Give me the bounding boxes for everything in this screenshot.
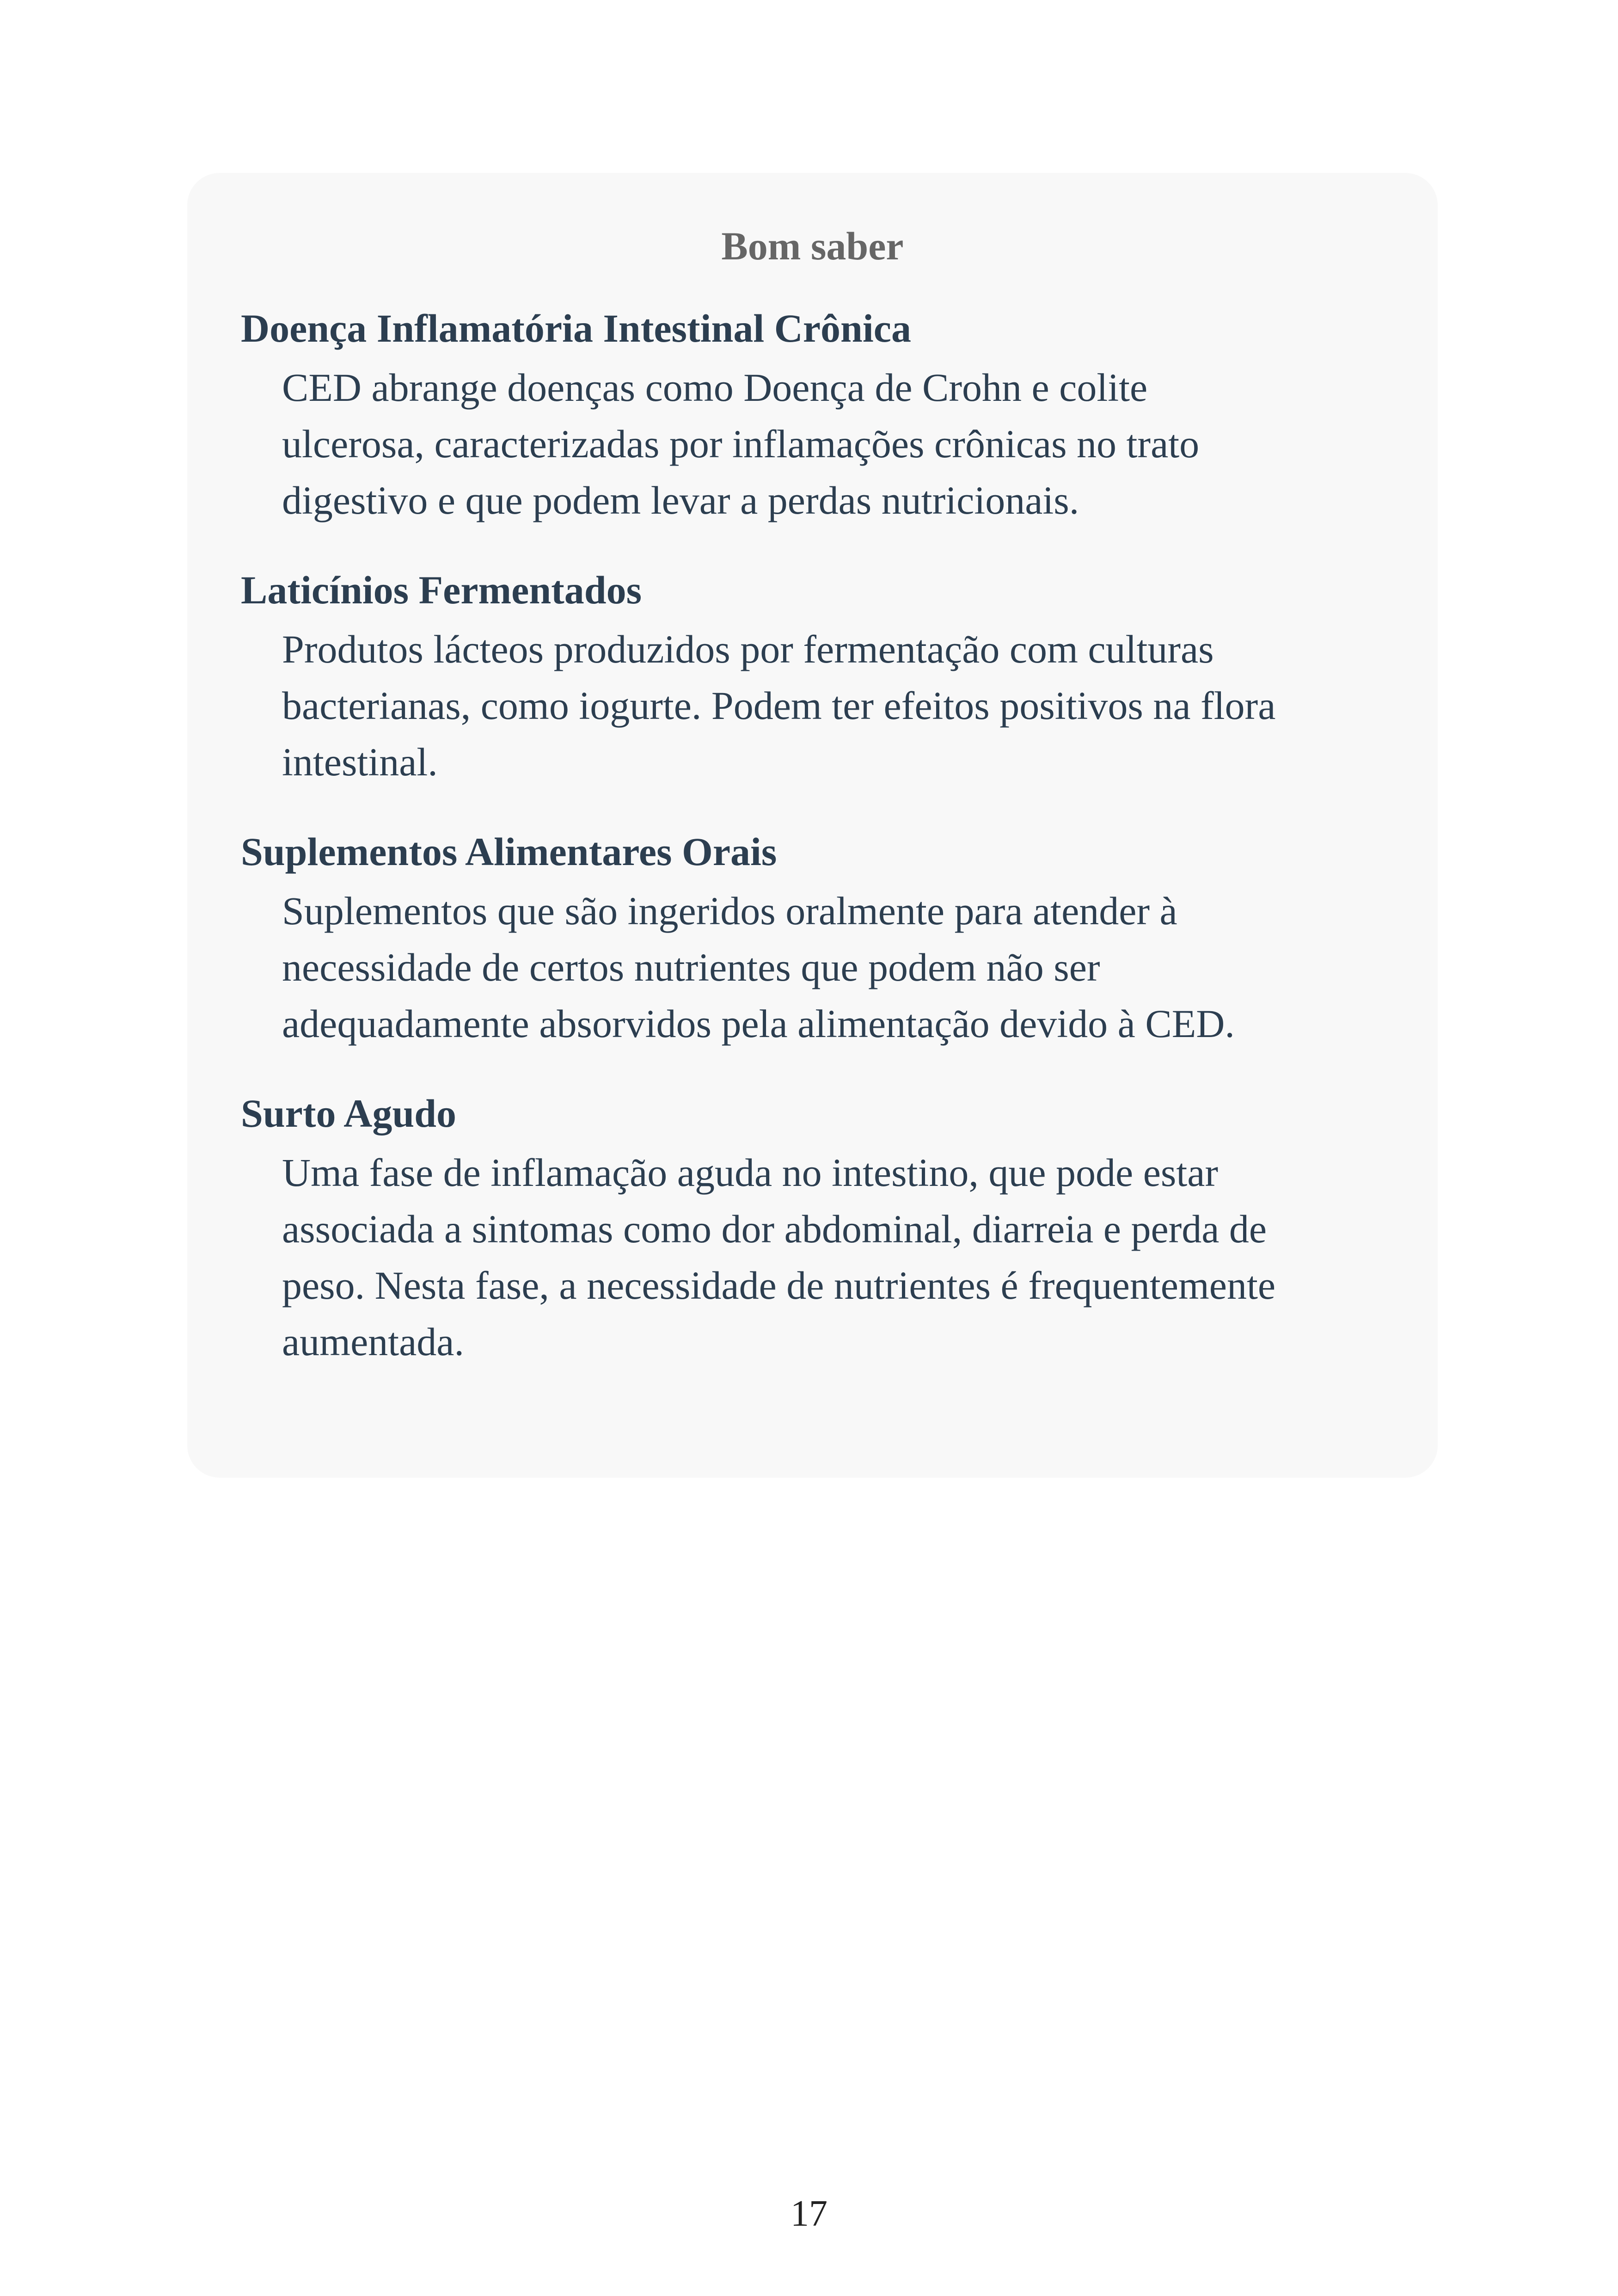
definition-line: aumentada. <box>282 1320 464 1364</box>
glossary-definition <box>282 883 1438 1052</box>
info-box-title: Bom saber <box>721 224 904 268</box>
glossary-entry <box>241 308 1438 528</box>
glossary-definition <box>282 1144 1438 1370</box>
glossary-entry <box>241 570 1438 790</box>
info-box <box>187 173 1438 1478</box>
definition-line: associada a sintomas como dor abdominal, diarreia e perda de <box>282 1207 1267 1251</box>
definition-line: ulcerosa, caracterizadas por inflamações crônicas no trato <box>282 422 1200 466</box>
glossary-entry <box>241 829 1438 1052</box>
definition-line: Suplementos que são ingeridos oralmente para atender à <box>282 889 1177 933</box>
definition-line: CED abrange doenças como Doença de Crohn e colite <box>282 365 1148 410</box>
definition-line: Uma fase de inflamação aguda no intestino, que pode estar <box>282 1150 1219 1195</box>
definition-line: digestivo e que podem levar a perdas nutricionais. <box>282 478 1079 522</box>
glossary-term: Suplementos Alimentares Orais <box>241 829 777 874</box>
glossary-term: Doença Inflamatória Intestinal Crônica <box>241 306 911 350</box>
glossary-definition <box>282 621 1438 790</box>
definition-line: peso. Nesta fase, a necessidade de nutrientes é frequentemente <box>282 1263 1276 1308</box>
definition-line: necessidade de certos nutrientes que podem não ser <box>282 945 1100 989</box>
definition-line: adequadamente absorvidos pela alimentação devido à CED. <box>282 1001 1235 1046</box>
definition-line: bacterianas, como iogurte. Podem ter efeitos positivos na flora <box>282 683 1276 728</box>
definition-line: Produtos lácteos produzidos por fermentação com culturas <box>282 627 1214 671</box>
glossary-definition <box>282 359 1438 528</box>
page-number: 17 <box>791 2193 827 2234</box>
glossary-entry <box>241 1093 1438 1370</box>
glossary-term: Surto Agudo <box>241 1091 456 1136</box>
glossary-term: Laticínios Fermentados <box>241 568 642 612</box>
definition-line: intestinal. <box>282 740 438 784</box>
